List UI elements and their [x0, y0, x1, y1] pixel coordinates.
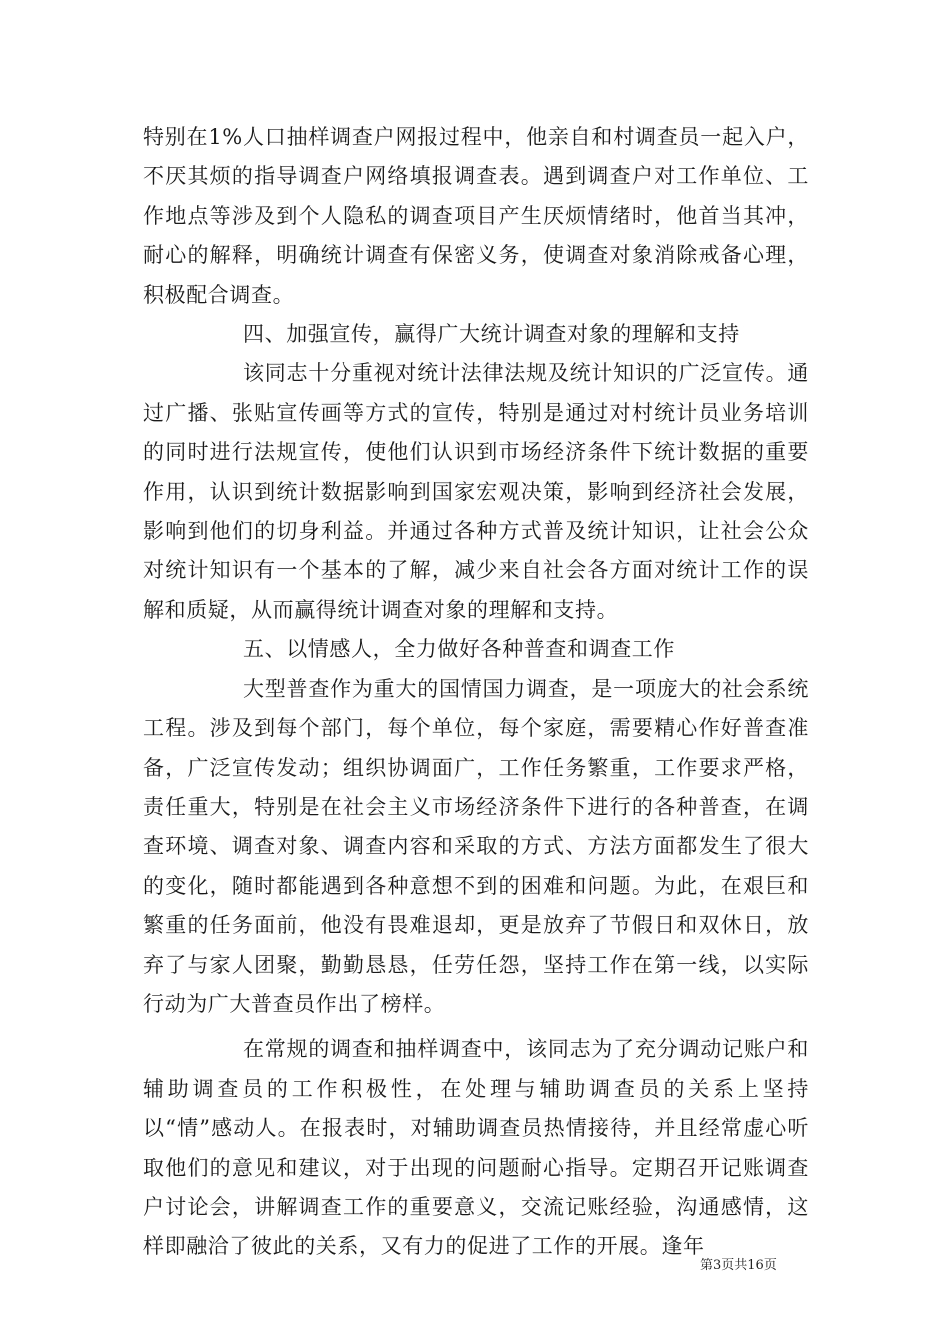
section-heading-census: 五、以情感人，全力做好各种普查和调查工作	[243, 637, 675, 662]
paragraph-publicity: 该同志十分重视对统计法律法规及统计知识的广泛宣传。通过广播、张贴宣传画等方式的宣传，特别是通过对村统计员业务培训的同时进行法规宣传，使他们认识到市场经济条件下统计数据的重要作用，认识到统计数据影响到国家宏观决策，影响到经济社会发展，影响到他们的切身利益。并通过各种方式普及统计知识，让社会公众对统计知识有一个基本的了解，减少来自社会各方面对统计工作的误解和质疑，从而赢得统计调查对象的理解和支持。	[143, 361, 809, 622]
page-number-footer: 第3页共16页	[700, 1258, 777, 1273]
document-body	[143, 118, 809, 1267]
paragraph-household-survey: 特别在1%人口抽样调查户网报过程中，他亲自和村调查员一起入户，不厌其烦的指导调查户网络填报调查表。遇到调查户对工作单位、工作地点等涉及到个人隐私的调查项目产生厌烦情绪时，他首当其冲，耐心的解释，明确统计调查有保密义务，使调查对象消除戒备心理，积极配合调查。	[143, 125, 809, 307]
paragraph-census: 大型普查作为重大的国情国力调查，是一项庞大的社会系统工程。涉及到每个部门，每个单位，每个家庭，需要精心作好普查准备，广泛宣传发动；组织协调面广，工作任务繁重，工作要求严格，责任重大，特别是在社会主义市场经济条件下进行的各种普查，在调查环境、调查对象、调查内容和采取的方式、方法方面都发生了很大的变化，随时都能遇到各种意想不到的困难和问题。为此，在艰巨和繁重的任务面前，他没有畏难退却，更是放弃了节假日和双休日，放弃了与家人团聚，勤勤恳恳，任劳任怨，坚持工作在第一线，以实际行动为广大普查员作出了榜样。	[143, 676, 809, 1016]
section-heading-publicity: 四、加强宣传，赢得广大统计调查对象的理解和支持	[243, 322, 740, 347]
paragraph-routine-survey: 在常规的调查和抽样调查中，该同志为了充分调动记账户和辅助调查员的工作积极性，在处理与辅助调查员的关系上坚持以“情”感动人。在报表时，对辅助调查员热情接待，并且经常虚心听取他们的意见和建议，对于出现的问题耐心指导。定期召开记账调查户讨论会，讲解调查工作的重要意义，交流记账经验，沟通感情，这样即融洽了彼此的关系，又有力的促进了工作的开展。逢年	[143, 1037, 809, 1259]
